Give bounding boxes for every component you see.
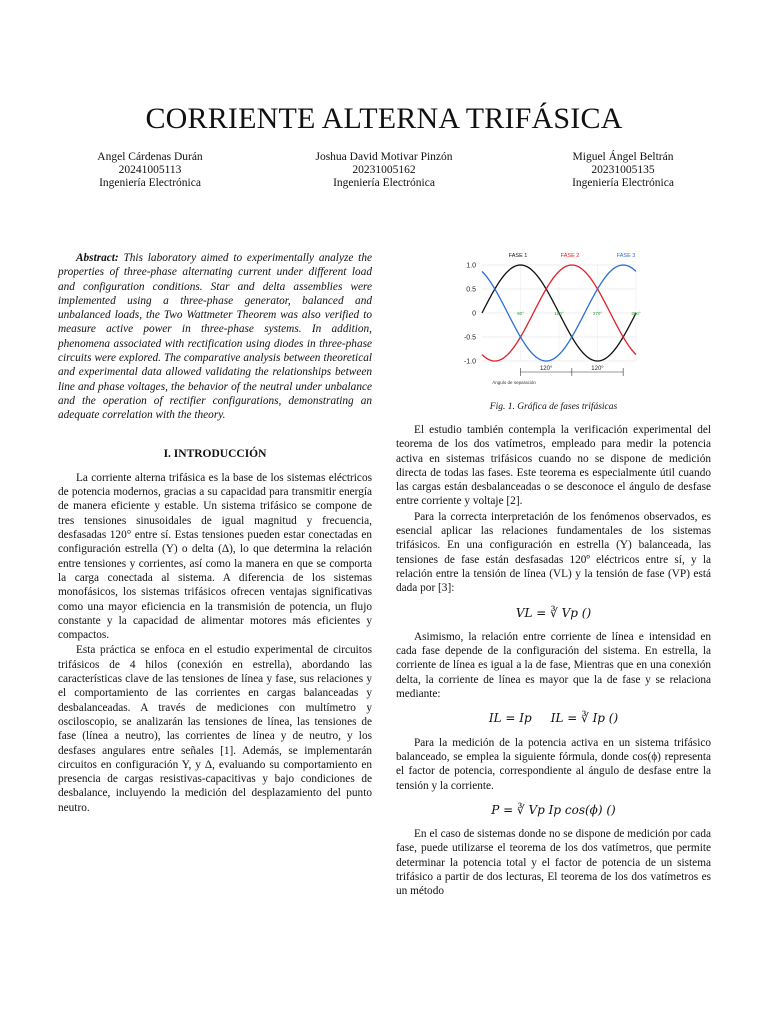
author-dept: Ingeniería Electrónica — [333, 177, 435, 189]
phase-chart — [450, 249, 660, 397]
angle-label: 360° — [631, 311, 641, 316]
body-paragraph: Para la correcta interpretación de los fenómenos observados, es esencial aplicar las relaciones fundamentales de los sistemas trifásicos. En una configuración en estrella (Y) balanceada, las tensiones de fase están desfasadas 120º eléctricos entre sí, y la relación entre la tensión de línea (VL) y la tensión de fase (VP) está dada por [3]: — [396, 510, 711, 595]
y-tick-label: 0.5 — [466, 286, 476, 294]
author-dept: Ingeniería Electrónica — [572, 177, 674, 189]
left-column — [58, 251, 372, 815]
phase-label: FASE 2 — [560, 253, 580, 259]
abstract-label: Abstract: — [76, 252, 119, 264]
separation-label: 120° — [539, 366, 553, 372]
paper-title: CORRIENTE ALTERNA TRIFÁSICA — [145, 102, 623, 135]
angle-label: 180° — [554, 311, 564, 316]
separation-label: 120° — [591, 366, 604, 372]
section-heading: I. INTRODUCCIÓN — [163, 447, 267, 460]
phase-label: FASE 3 — [616, 253, 636, 259]
angle-label: 90° — [517, 311, 524, 316]
equation-line-current: IL = Ip IL = ∛ Ip () — [488, 711, 619, 726]
body-paragraph: Asimismo, la relación entre corriente de línea e intensidad en cada fase depende de la configuración del sistema. En estrella, la corriente de línea es igual a la de fase, Mientras que en una conexión delta, la corriente de línea es mayor que la de fase y se relaciona mediante: — [396, 630, 711, 701]
y-tick-label: -0.5 — [463, 334, 476, 342]
abstract-text: This laboratory aimed to experimentally analyze the properties of three-phase alternating current under different load and configuration conditions. Star and delta assemblies were implemented using a three-phase generator, balanced and unbalanced loads, the Two Wattmeter Theorem was also verified to measure active power in three-phase systems. In addition, phenomena associated with rectification using diodes in three-phase circuits were explored. The comparative analysis between theoretical and experimental data allowed validating the relationships between line and phase voltages, the behavior of the neutral under unbalance and the operation of rectifier configurations, demonstrating an adequate correlation with the theory. — [58, 252, 372, 422]
y-tick-label: -1.0 — [463, 358, 476, 366]
right-column — [396, 423, 711, 899]
author-name: Miguel Ángel Beltrán — [572, 151, 674, 163]
author-dept: Ingeniería Electrónica — [99, 177, 201, 189]
separation-note: Ángulo de separación — [492, 380, 536, 385]
author-id: 20231005162 — [352, 164, 416, 176]
abstract — [58, 251, 372, 423]
author-block — [523, 151, 723, 190]
author-block — [284, 151, 484, 190]
author-name: Angel Cárdenas Durán — [97, 151, 203, 163]
equation-power: P = ∛ Vp Ip cos(ϕ) () — [491, 802, 616, 817]
chart-marks — [492, 253, 641, 385]
author-id: 20241005113 — [118, 164, 182, 176]
body-paragraph: El estudio también contempla la verificación experimental del teorema de los dos vatímetros, empleado para medir la potencia activa en sistemas trifásicos cuando no se dispone de medición directa de todas las fases. Este teorema es especialmente útil cuando las cargas están desbalanceadas o se desconoce el ángulo de desfase entre corriente y voltaje [2]. — [396, 424, 711, 508]
equation-line-voltage: VL = ∛ Vp () — [515, 605, 592, 620]
author-name: Joshua David Motivar Pinzón — [315, 151, 453, 163]
figure-caption: Fig. 1. Gráfica de fases trifásicas — [489, 402, 618, 412]
author-block — [50, 151, 250, 190]
angle-label: 270° — [592, 311, 603, 316]
y-tick-label: 0 — [472, 310, 476, 318]
body-paragraph: En el caso de sistemas donde no se dispone de medición por cada fase, puede utilizarse el teorema de los dos vatímetros, que permite determinar la potencia total y el factor de potencia de un sistema trifásico a partir de dos lecturas, El teorema de los dos vatímetros es un método — [396, 828, 711, 898]
phase-label: FASE 1 — [508, 253, 528, 259]
intro-paragraph: Esta práctica se enfoca en el estudio experimental de circuitos trifásicos de 4 hilos (conexión en estrella), abordando las características clave de las tensiones de línea y fase, sus relaciones y el comportamiento de las corrientes en cargas balanceadas y desbalanceadas. A través de mediciones con multímetro y osciloscopio, se analizarán las tensiones de línea, las tensiones de fase (línea a neutro), las corrientes de línea y de neutro, y los desfases angulares entre señales [1]. Además, se implementarán circuitos en configuración Y, y Δ, evaluando su comportamiento en presencia de cargas resistivas-capacitivas y bajo condiciones de desbalance, incluyendo la medición del desplazamiento del punto neutro. — [58, 644, 372, 814]
author-id: 20231005135 — [591, 164, 655, 176]
body-paragraph: Para la medición de la potencia activa en un sistema trifásico balanceado, se emplea la siguiente fórmula, donde cos(ϕ) representa el factor de potencia, correspondiente al ángulo de desfase entre la tensión y la corriente. — [396, 736, 711, 792]
y-tick-label: 1.0 — [466, 262, 476, 270]
intro-paragraph: La corriente alterna trifásica es la base de los sistemas eléctricos de potencia modernos, gracias a su capacidad para transmitir energía de manera eficiente y estable. Un sistema trifásico se compone de tres tensiones sinusoidales de igual magnitud y frecuencia, desfasadas 120° entre sí. Estas tensiones pueden estar conectadas en configuración estrella (Y) o delta (Δ), lo que determina la relación entre tensiones y corrientes, así como la manera en que se comporta la carga conectada al sistema. A diferencia de los sistemas monofásicos, los sistemas trifásicos ofrecen ventajas significativas como una mayor eficiencia en la transmisión de potencia, un flujo constante y la capacidad de alimentar motores más eficientes y compactos. — [58, 471, 372, 642]
